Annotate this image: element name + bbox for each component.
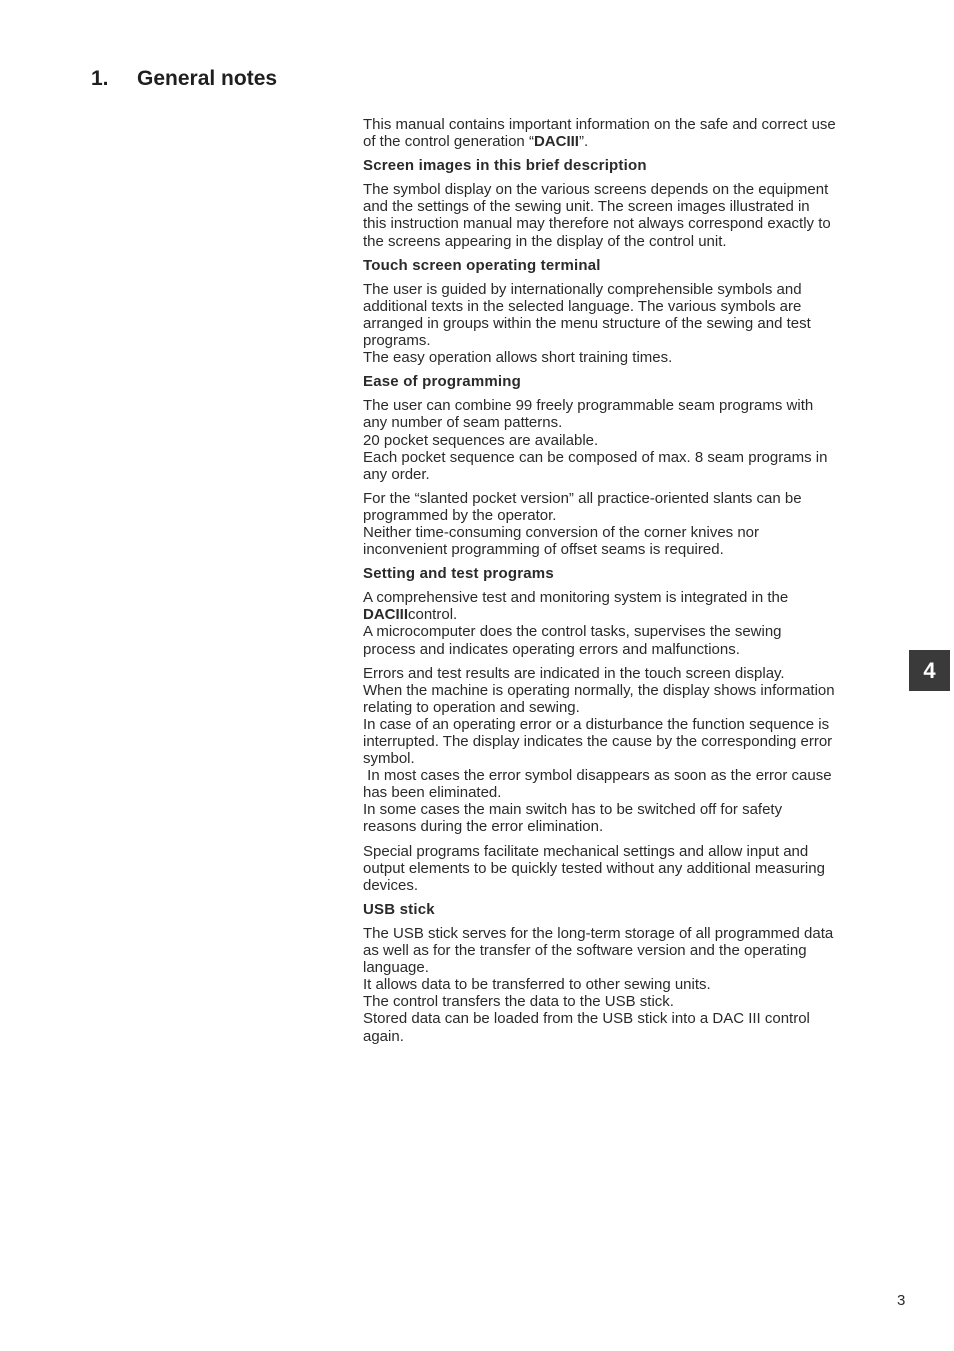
document-body	[363, 116, 915, 1052]
section-touch-screen	[363, 257, 915, 367]
text-line: The easy operation allows short training times.	[363, 349, 673, 367]
text-line: again.	[363, 1027, 404, 1045]
text-line: Neither time-consuming conversion of the corner knives nor	[363, 523, 760, 541]
text-line: reasons during the error elimination.	[363, 818, 604, 836]
paragraph	[363, 665, 915, 836]
text-line: relating to operation and sewing.	[363, 698, 580, 716]
paragraph	[363, 397, 915, 482]
text-line: Each pocket sequence can be composed of max. 8 seam programs in	[363, 448, 828, 466]
text-line: A microcomputer does the control tasks, supervises the sewing	[363, 623, 782, 641]
text-line: For the “slanted pocket version” all practice-oriented slants can be	[363, 489, 802, 507]
chapter-number: 1.	[91, 67, 109, 90]
text-line: The control transfers the data to the USB stick.	[363, 993, 674, 1011]
text-line: of the control generation “DACIII”.	[363, 133, 589, 151]
paragraph	[363, 925, 915, 1045]
paragraph	[363, 181, 915, 249]
text-line: symbol.	[363, 750, 415, 768]
page-number: 3	[897, 1292, 906, 1309]
text-line: programs.	[363, 332, 431, 350]
text-line: It allows data to be transferred to other sewing units.	[363, 976, 711, 994]
section-screen-images	[363, 157, 915, 249]
paragraph	[363, 281, 915, 366]
section-title: Setting and test programs	[363, 565, 554, 583]
text-line: any number of seam patterns.	[363, 414, 563, 432]
text-line: any order.	[363, 465, 430, 483]
text-line: The user is guided by internationally comprehensible symbols and	[363, 280, 802, 298]
text-line: output elements to be quickly tested without any additional measuring	[363, 859, 825, 877]
text-line: Errors and test results are indicated in the touch screen display.	[363, 664, 785, 682]
text-line: Stored data can be loaded from the USB stick into a DAC III control	[363, 1010, 810, 1028]
section-title: Touch screen operating terminal	[363, 256, 601, 274]
section-usb-stick	[363, 901, 915, 1045]
text-line: additional texts in the selected language. The various symbols are	[363, 297, 802, 315]
text-line: process and indicates operating errors and malfunctions.	[363, 640, 740, 658]
text-line: This manual contains important information on the safe and correct use	[363, 116, 836, 133]
section-title: Ease of programming	[363, 373, 521, 391]
text-line: and the settings of the sewing unit. The screen images illustrated in	[363, 198, 810, 216]
paragraph	[363, 116, 915, 150]
text-line: The USB stick serves for the long-term storage of all programmed data	[363, 924, 834, 942]
text-line: arranged in groups within the menu structure of the sewing and test	[363, 314, 811, 332]
text-line: this instruction manual may therefore not always correspond exactly to	[363, 215, 831, 233]
text-line: as well as for the transfer of the software version and the operating	[363, 942, 807, 960]
paragraph	[363, 589, 915, 657]
section-intro	[363, 116, 915, 150]
section-title: Screen images in this brief description	[363, 157, 647, 175]
text-line: interrupted. The display indicates the cause by the corresponding error	[363, 733, 833, 750]
text-line: In case of an operating error or a disturbance the function sequence is	[363, 715, 830, 733]
chapter-tab-marker: 4	[909, 650, 950, 691]
text-line: has been eliminated.	[363, 784, 502, 802]
text-line: A comprehensive test and monitoring system is integrated in the	[363, 589, 789, 607]
text-line: Special programs facilitate mechanical settings and allow input and	[363, 842, 809, 860]
text-line: devices.	[363, 876, 419, 894]
text-line: the screens appearing in the display of the control unit.	[363, 232, 727, 250]
section-title: USB stick	[363, 900, 435, 918]
paragraph	[363, 843, 915, 894]
text-line: 20 pocket sequences are available.	[363, 431, 599, 449]
text-line: When the machine is operating normally, the display shows information	[363, 681, 835, 699]
text-line: programmed by the operator.	[363, 506, 557, 524]
section-setting-and-test	[363, 565, 915, 894]
chapter-title: General notes	[137, 67, 278, 90]
text-line: language.	[363, 959, 429, 977]
text-line: inconvenient programming of offset seams is required.	[363, 541, 724, 559]
text-line: DACIIIcontrol.	[363, 606, 458, 624]
paragraph	[363, 490, 915, 558]
chapter-heading	[91, 67, 277, 91]
text-line: The user can combine 99 freely programmable seam programs with	[363, 397, 814, 415]
text-line: In some cases the main switch has to be switched off for safety	[363, 801, 783, 819]
section-ease-of-programming	[363, 373, 915, 558]
text-line: In most cases the error symbol disappears as soon as the error cause	[363, 767, 832, 785]
text-line: The symbol display on the various screens depends on the equipment	[363, 181, 829, 199]
